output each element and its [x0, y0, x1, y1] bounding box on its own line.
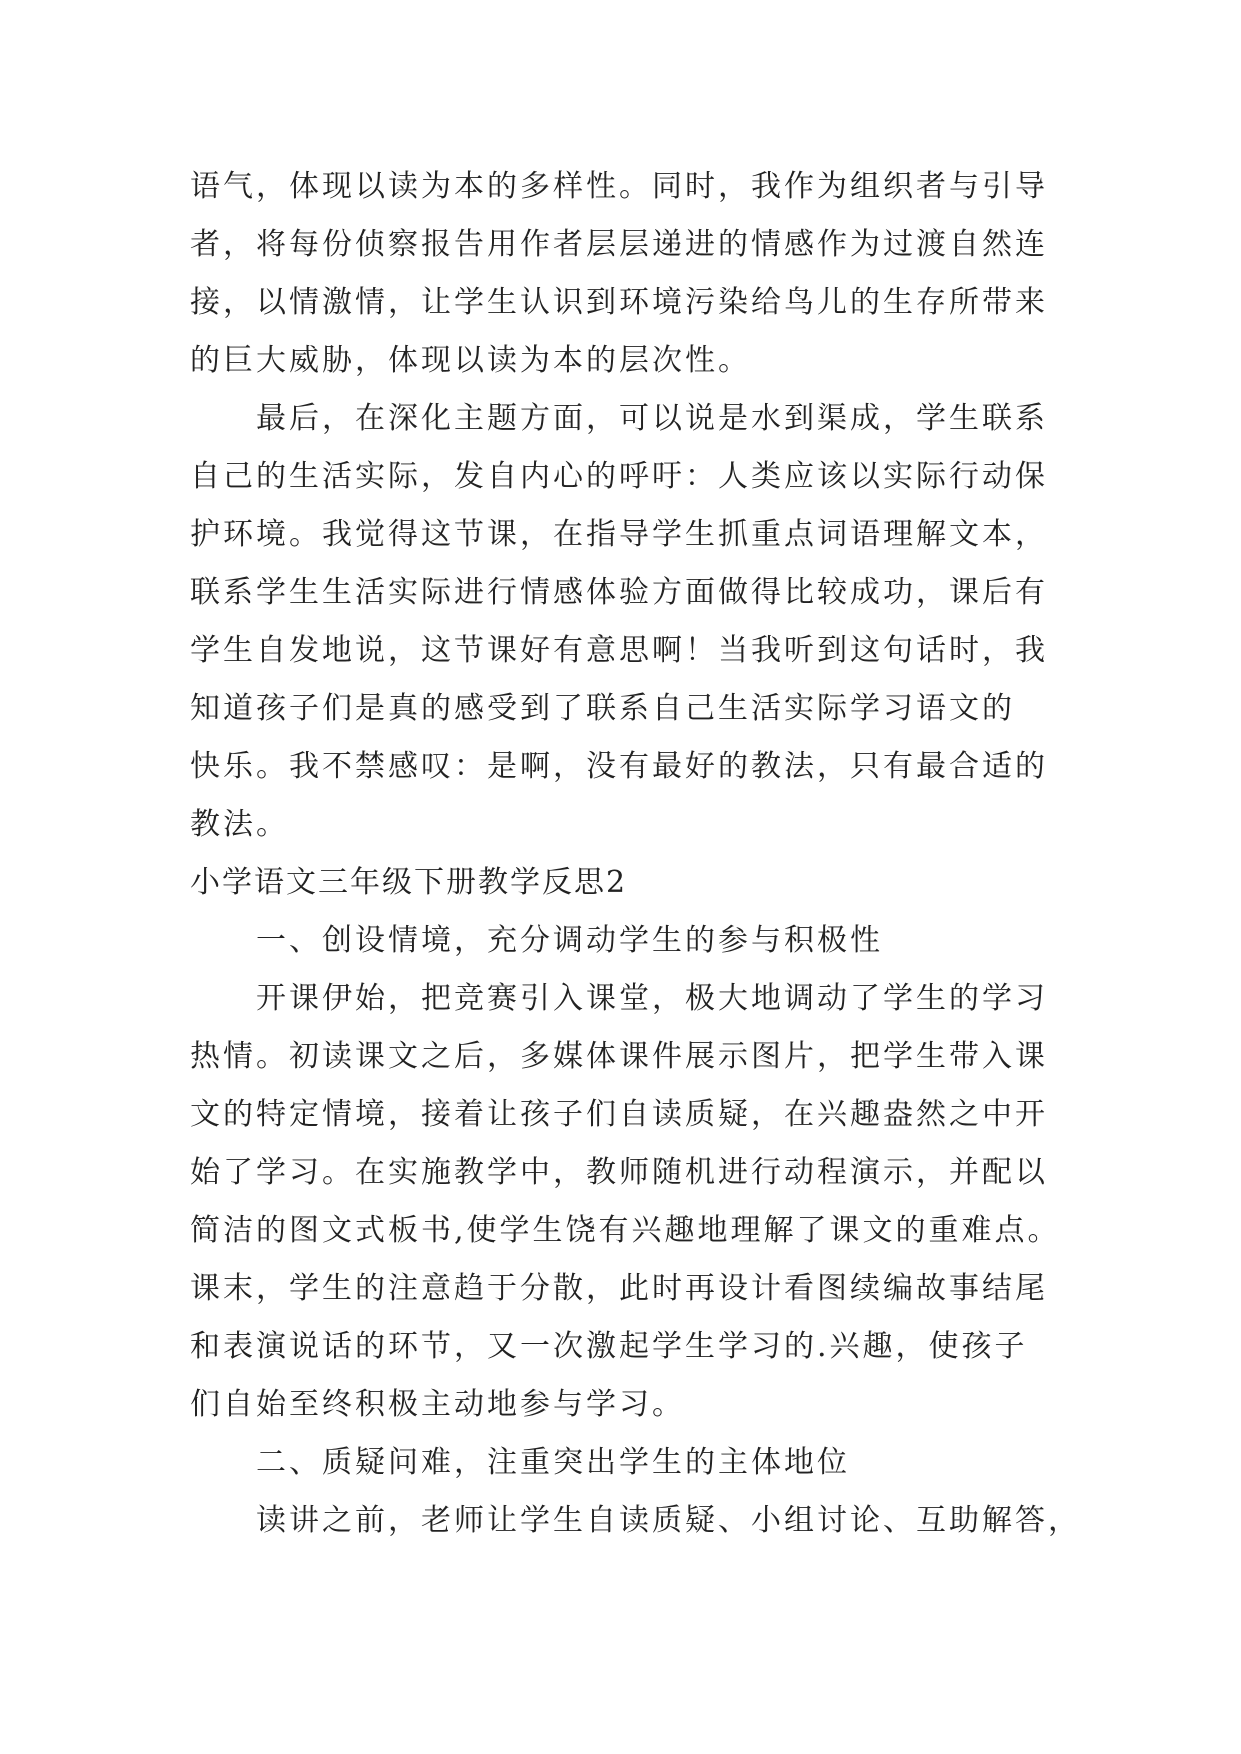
- text-line: 课末，学生的注意趋于分散，此时再设计看图续编故事结尾: [190, 1271, 1048, 1306]
- text-line: 简洁的图文式板书,使学生饶有兴趣地理解了课文的重难点。: [190, 1213, 1061, 1248]
- text-line: 最后，在深化主题方面，可以说是水到渠成，学生联系: [256, 401, 1048, 436]
- text-line: 接，以情激情，让学生认识到环境污染给鸟儿的生存所带来: [190, 285, 1048, 320]
- text-line: 的巨大威胁，体现以读为本的层次性。: [190, 343, 751, 378]
- text-line: 始了学习。在实施教学中，教师随机进行动程演示，并配以: [190, 1155, 1048, 1190]
- text-line: 热情。初读课文之后，多媒体课件展示图片，把学生带入课: [190, 1039, 1048, 1074]
- text-line: 护环境。我觉得这节课，在指导学生抓重点词语理解文本，: [190, 517, 1048, 552]
- subheading: 一、创设情境，充分调动学生的参与积极性: [256, 923, 883, 958]
- text-line: 读讲之前，老师让学生自读质疑、小组讨论、互助解答，: [256, 1503, 1081, 1538]
- text-line: 教法。: [190, 807, 289, 842]
- text-line: 和表演说话的环节，又一次激起学生学习的.兴趣，使孩子: [190, 1329, 1028, 1364]
- text-line: 知道孩子们是真的感受到了联系自己生活实际学习语文的: [190, 691, 1015, 726]
- subheading: 二、质疑问难，注重突出学生的主体地位: [256, 1445, 850, 1480]
- text-line: 文的特定情境，接着让孩子们自读质疑，在兴趣盎然之中开: [190, 1097, 1048, 1132]
- text-line: 学生自发地说，这节课好有意思啊！当我听到这句话时，我: [190, 633, 1048, 668]
- text-line: 联系学生生活实际进行情感体验方面做得比较成功，课后有: [190, 575, 1048, 610]
- text-line: 快乐。我不禁感叹：是啊，没有最好的教法，只有最合适的: [190, 749, 1048, 784]
- text-line: 者，将每份侦察报告用作者层层递进的情感作为过渡自然连: [190, 227, 1048, 262]
- text-line: 语气，体现以读为本的多样性。同时，我作为组织者与引导: [190, 169, 1048, 204]
- text-line: 自己的生活实际，发自内心的呼吁：人类应该以实际行动保: [190, 459, 1048, 494]
- text-line: 开课伊始，把竞赛引入课堂，极大地调动了学生的学习: [256, 981, 1048, 1016]
- document-body: [190, 158, 1081, 1550]
- section-heading: 小学语文三年级下册教学反思2: [190, 865, 628, 900]
- text-line: 们自始至终积极主动地参与学习。: [190, 1387, 685, 1422]
